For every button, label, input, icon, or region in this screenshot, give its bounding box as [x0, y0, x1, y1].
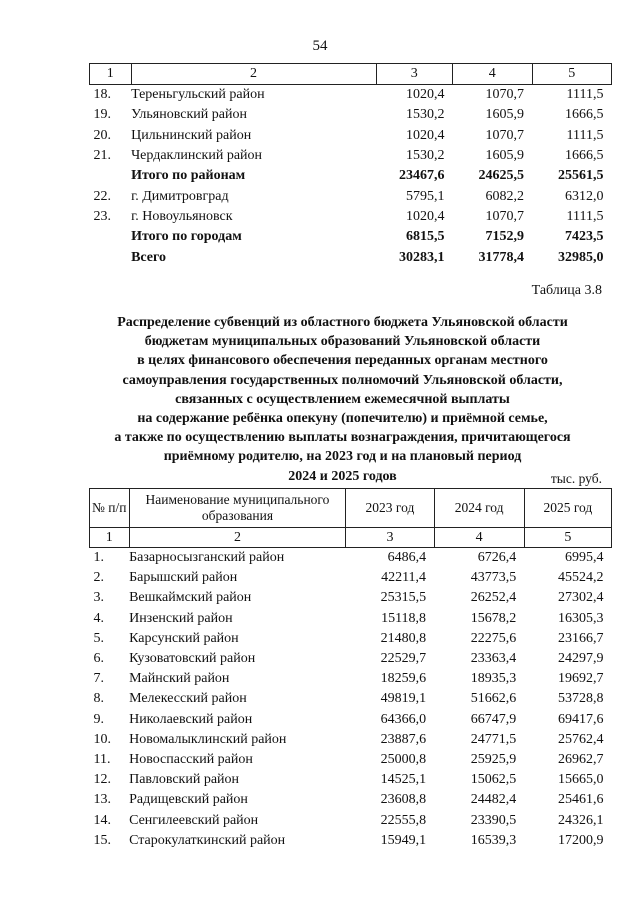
row-name: Павловский район: [129, 772, 240, 788]
row-name: Новоспасский район: [129, 751, 253, 767]
row-index: 6.: [93, 651, 104, 667]
row-index: [90, 227, 132, 247]
row-value-2023: 18259,6: [380, 671, 427, 687]
row-value-2023: 1020,4: [406, 208, 445, 224]
table-row: [90, 750, 612, 770]
row-value-2025: 1666,5: [565, 148, 604, 164]
table-row: [90, 105, 612, 125]
row-index: [90, 247, 132, 267]
row-value-2024: 23390,5: [470, 812, 517, 828]
row-index: 18.: [93, 87, 111, 103]
table2-header-row: [90, 489, 612, 528]
header-name: Наименование муниципального образования: [129, 489, 346, 528]
table-row: [90, 568, 612, 588]
row-value-2024: 24625,5: [478, 168, 524, 184]
row-value-2023: 1530,2: [406, 148, 445, 164]
table-row: [90, 166, 612, 186]
row-value-2024: 26252,4: [470, 590, 517, 606]
row-value-2024: 1605,9: [485, 148, 524, 164]
row-name: Итого по районам: [131, 168, 246, 184]
title-line: самоуправления государственных полномочий Ульяновской области,: [122, 372, 563, 388]
row-value-2024: 51662,6: [470, 691, 517, 707]
row-value-2025: 17200,9: [558, 832, 604, 848]
row-value-2025: 24326,1: [558, 812, 604, 828]
row-value-2025: 53728,8: [558, 691, 604, 707]
row-name: Вешкаймский район: [129, 590, 252, 606]
row-value-2023: 1020,4: [406, 87, 445, 103]
row-value-2023: 49819,1: [380, 691, 427, 707]
title-line: Распределение субвенций из областного бюджета Ульяновской области: [117, 315, 568, 330]
row-value-2023: 23608,8: [380, 792, 427, 808]
row-value-2025: 1111,5: [566, 127, 604, 143]
row-value-2024: 66747,9: [470, 711, 517, 727]
row-value-2025: 69417,6: [558, 711, 604, 727]
row-name: Тереньгульский район: [131, 87, 265, 103]
row-index: 5.: [93, 630, 104, 646]
row-value-2024: 6726,4: [477, 550, 517, 566]
row-value-2025: 19692,7: [558, 671, 604, 687]
numbering-cell: 3: [346, 528, 434, 548]
row-value-2023: 30283,1: [399, 249, 445, 265]
row-value-2024: 24482,4: [470, 792, 517, 808]
table-row: [90, 186, 612, 206]
numbering-cell: 1: [90, 528, 130, 548]
row-value-2024: 22275,6: [470, 630, 517, 646]
row-name: г. Новоульяновск: [131, 208, 233, 224]
row-value-2024: 25925,9: [470, 751, 517, 767]
row-value-2025: 16305,3: [558, 610, 604, 626]
row-value-2025: 24297,9: [558, 651, 604, 667]
document-title: [60, 313, 625, 486]
row-value-2025: 23166,7: [558, 630, 604, 646]
row-value-2025: 25561,5: [558, 168, 604, 184]
row-value-2024: 18935,3: [470, 671, 517, 687]
title-line: на содержание ребёнка опекуну (попечителю) и приёмной семье,: [137, 411, 548, 427]
table-row: [90, 710, 612, 730]
row-value-2024: 7152,9: [485, 229, 524, 245]
title-line: 2024 и 2025 годов: [288, 468, 397, 484]
header-2023: 2023 год: [346, 489, 434, 528]
row-name: Ульяновский район: [131, 107, 247, 123]
header-number: № п/п: [90, 489, 130, 528]
row-name: Кузоватовский район: [129, 651, 256, 667]
table-caption: Таблица 3.8: [531, 283, 602, 298]
table-row: [90, 629, 612, 649]
row-value-2025: 7423,5: [565, 229, 604, 245]
row-value-2023: 6486,4: [387, 550, 427, 566]
row-value-2024: 24771,5: [470, 731, 517, 747]
row-index: 21.: [93, 148, 111, 164]
row-value-2024: 1605,9: [485, 107, 524, 123]
row-index: 9.: [93, 711, 104, 727]
table-row: [90, 207, 612, 227]
numbering-cell: 5: [524, 528, 611, 548]
row-value-2023: 15949,1: [380, 832, 427, 848]
row-name: Чердаклинский район: [131, 148, 263, 164]
row-index: 10.: [93, 731, 111, 747]
row-value-2024: 31778,4: [478, 249, 524, 265]
page-number: 54: [312, 38, 328, 54]
row-index: 13.: [93, 792, 111, 808]
row-value-2023: 1530,2: [406, 107, 445, 123]
table-row: [90, 649, 612, 669]
row-index: 2.: [93, 570, 104, 586]
row-index: 7.: [93, 671, 104, 687]
row-name: Мелекесский район: [129, 691, 247, 707]
row-name: Сенгилеевский район: [129, 812, 259, 828]
row-name: Барышский район: [129, 570, 238, 586]
row-index: 12.: [93, 772, 111, 788]
header-2025: 2025 год: [524, 489, 611, 528]
row-value-2025: 1111,5: [566, 208, 604, 224]
row-name: Николаевский район: [129, 711, 253, 727]
title-line: бюджетам муниципальных образований Ульяновской области: [144, 334, 541, 350]
row-value-2024: 15678,2: [470, 610, 517, 626]
row-name: Цильнинский район: [131, 127, 252, 143]
table1-header-cell: 1: [90, 64, 132, 85]
row-value-2025: 25461,6: [558, 792, 604, 808]
row-value-2023: 42211,4: [381, 570, 427, 586]
title-line: а также по осуществлению выплаты вознаграждения, причитающегося: [114, 430, 571, 446]
subvention-table: [89, 488, 612, 851]
row-value-2025: 1111,5: [566, 87, 604, 103]
row-value-2023: 14525,1: [380, 772, 427, 788]
table-row: [90, 669, 612, 689]
row-value-2025: 32985,0: [558, 249, 604, 265]
table-continuation: [89, 63, 612, 268]
table-row: [90, 85, 612, 106]
table-row: [90, 790, 612, 810]
table-row: [90, 831, 612, 851]
table-row: [90, 227, 612, 247]
row-value-2023: 1020,4: [406, 127, 445, 143]
row-value-2023: 15118,8: [381, 610, 427, 626]
table-row: [90, 126, 612, 146]
row-name: Майнский район: [129, 671, 230, 687]
row-value-2023: 21480,8: [380, 630, 427, 646]
table-row: [90, 247, 612, 267]
row-name: Старокулаткинский район: [129, 832, 286, 848]
row-name: г. Димитровград: [131, 188, 229, 204]
row-index: 1.: [93, 550, 104, 566]
row-value-2023: 5795,1: [406, 188, 445, 204]
row-value-2024: 15062,5: [470, 772, 517, 788]
row-value-2025: 26962,7: [558, 751, 604, 767]
row-index: 11.: [93, 751, 111, 767]
row-name: Радищевский район: [129, 792, 248, 808]
row-index: [90, 166, 132, 186]
row-value-2024: 23363,4: [470, 651, 517, 667]
numbering-cell: 4: [434, 528, 524, 548]
table1-header-cell: 4: [453, 64, 532, 85]
table-row: [90, 548, 612, 569]
row-value-2024: 1070,7: [485, 208, 524, 224]
table-row: [90, 770, 612, 790]
header-2024: 2024 год: [434, 489, 524, 528]
title-line: приёмному родителю, на 2023 год и на плановый период: [163, 449, 522, 465]
row-value-2025: 27302,4: [558, 590, 604, 606]
row-value-2025: 6312,0: [565, 188, 604, 204]
row-name: Карсунский район: [129, 630, 239, 646]
row-value-2023: 25000,8: [380, 751, 427, 767]
table-row: [90, 810, 612, 830]
row-value-2023: 22555,8: [380, 812, 427, 828]
row-value-2023: 23887,6: [380, 731, 427, 747]
units-label: тыс. руб.: [550, 471, 602, 486]
row-value-2023: 23467,6: [399, 168, 445, 184]
table2-numbering-row: [90, 528, 612, 548]
row-name: Базарносызганский район: [129, 550, 285, 566]
row-index: 3.: [93, 590, 104, 606]
row-value-2023: 25315,5: [380, 590, 427, 606]
row-value-2023: 64366,0: [380, 711, 427, 727]
table-row: [90, 730, 612, 750]
row-value-2023: 22529,7: [380, 651, 427, 667]
table1-header-cell: 3: [376, 64, 453, 85]
row-name: Всего: [131, 249, 167, 265]
table1-header-cell: 2: [131, 64, 376, 85]
row-value-2025: 25762,4: [558, 731, 604, 747]
row-value-2024: 6082,2: [485, 188, 524, 204]
row-value-2024: 1070,7: [485, 127, 524, 143]
numbering-cell: 2: [129, 528, 346, 548]
table-row: [90, 609, 612, 629]
row-index: 22.: [93, 188, 111, 204]
row-value-2025: 6995,4: [565, 550, 604, 566]
row-name: Итого по городам: [131, 229, 242, 245]
row-value-2024: 43773,5: [470, 570, 517, 586]
row-index: 4.: [93, 610, 104, 626]
row-value-2024: 1070,7: [485, 87, 524, 103]
row-name: Новомалыклинский район: [129, 731, 287, 747]
row-value-2025: 45524,2: [558, 570, 604, 586]
table1-header-cell: 5: [532, 64, 612, 85]
row-index: 23.: [93, 208, 111, 224]
row-value-2025: 15665,0: [558, 772, 604, 788]
table-row: [90, 146, 612, 166]
row-index: 15.: [93, 832, 111, 848]
row-index: 19.: [93, 107, 111, 123]
row-index: 14.: [93, 812, 111, 828]
row-value-2025: 1666,5: [565, 107, 604, 123]
row-value-2024: 16539,3: [470, 832, 517, 848]
table-row: [90, 588, 612, 608]
row-index: 20.: [93, 127, 111, 143]
table1-header-row: [90, 64, 612, 85]
title-line: связанных с осуществлением ежемесячной выплаты: [175, 391, 510, 407]
table-row: [90, 689, 612, 709]
row-name: Инзенский район: [129, 610, 233, 626]
title-line: в целях финансового обеспечения переданных органам местного: [137, 353, 548, 369]
row-value-2023: 6815,5: [406, 229, 445, 245]
row-index: 8.: [93, 691, 104, 707]
